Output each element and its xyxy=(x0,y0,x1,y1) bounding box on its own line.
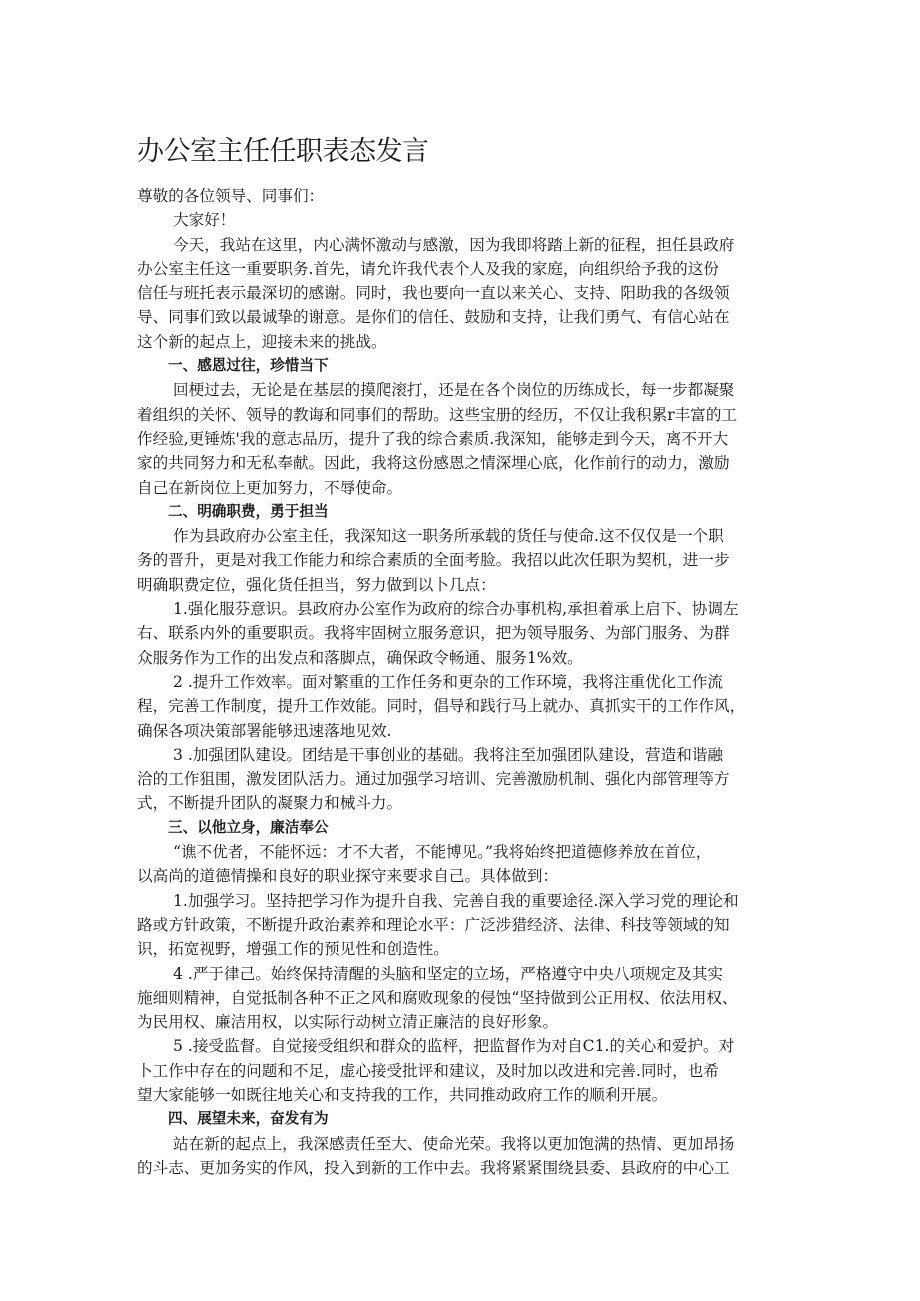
paragraph-line: 今天，我站在这里，内心满怀激动与感激，因为我即将踏上新的征程，担任县政府 xyxy=(173,235,735,254)
document-body xyxy=(137,184,785,1180)
greeting: 大家好！ xyxy=(173,211,236,230)
paragraph-line: 卜工作中存在的问题和不足，虚心接受批评和建议，及时加以改进和完善.同时，也希 xyxy=(137,1061,719,1080)
paragraph-line: 明确职费定位，强化货任担当，努力做到以卜几点： xyxy=(137,575,496,594)
paragraph-line: 确保各项决策部署能够迅速落地见效. xyxy=(137,721,392,740)
paragraph-line: 众服务作为工作的出发点和落脚点，确保政令畅通、服务1%效。 xyxy=(137,648,583,667)
paragraph-line: 右、联系内外的重要职贡。我将牢固树立服务意识，把为领导服务、为部门服务、为群 xyxy=(137,624,730,643)
paragraph-line: 3 .加强团队建设。团结是干事创业的基础。我将注至加强团队建设，营造和谐融 xyxy=(173,745,724,764)
paragraph-line: 导、同事们致以最诚挚的谢意。是你们的信任、鼓励和支持，让我们勇气、有信心站在 xyxy=(137,308,730,327)
paragraph-line: 5 .接受监督。自觉接受组织和群众的监枰，把监督作为对自C1.的关心和爱护。对 xyxy=(173,1037,735,1056)
paragraph-line: 信任与班托表示最深切的感谢。同时，我也要向一直以来关心、支持、阳助我的各级领 xyxy=(137,284,730,303)
paragraph-line: 识，拓宽视野，增强工作的预见性和创造性。 xyxy=(137,940,449,959)
section-heading: 二、明确职费，勇于担当 xyxy=(168,502,329,520)
paragraph-line: 以高尚的道德情操和良好的职业探守来要求自己。具体做到： xyxy=(137,867,559,886)
paragraph-line: 务的晋升，更是对我工作能力和综合素质的全面考脸。我招以此次任职为契机，进一步 xyxy=(137,551,730,570)
paragraph-line: 望大家能够一如既往地关心和支持我的工作，共同推动政府工作的顺利开展。 xyxy=(137,1085,668,1104)
paragraph-line: 家的共同努力和无私奉献。因此，我将这份感恩之情深埋心底，化作前行的动力，激励 xyxy=(137,454,730,473)
paragraph-line: 回梗过去，无论是在基层的摸爬滚打，还是在各个岗位的历练成长，每一步都凝聚 xyxy=(173,381,735,400)
paragraph-line: 洽的工作狙围，激发团队活力。通过加强学习培训、完善激励机制、强化内部管理等方 xyxy=(137,770,730,789)
paragraph-line: 作为县政府办公室主任，我深知这一职务所承载的货任与使命.这不仅仅是一个职 xyxy=(173,527,724,546)
document-title: 办公室主任任职表态发言 xyxy=(137,136,429,167)
paragraph-line: 1.加强学习。坚持把学习作为提升自我、完善自我的重要途径.深入学习党的理论和 xyxy=(173,891,739,910)
paragraph-line: 作经验,更锤炼'我的意志品历，提升了我的综合素质.我深知，能够走到今天，离不开大 xyxy=(137,429,729,448)
paragraph-line: 1.强化服芬意识。县政府办公室作为政府的综合办事机构,承担着承上启下、协调左 xyxy=(173,600,739,619)
paragraph-line: 为民用权、廉洁用权，以实际行动树立清正廉洁的良好形象。 xyxy=(137,1013,559,1032)
section-heading: 一、感恩过往，珍惜当下 xyxy=(168,357,329,375)
paragraph-line: 施细则精神，自觉抵制各种不正之风和腐败现象的侵蚀“坚持做到公正用权、依法用权、 xyxy=(137,988,738,1007)
salutation: 尊敬的各位领导、同事们： xyxy=(137,187,325,205)
paragraph-line: 路或方针政策，不断提升政治素养和理论水平：广泛涉猎经济、法律、科技等领域的知 xyxy=(137,915,730,934)
paragraph-line: 4 .严于律己。始终保持清醒的头脑和坚定的立场，严格遵守中央八项规定及其实 xyxy=(173,964,724,983)
paragraph-line: “谯不优者，不能怀远：才不大者，不能博见。”我将始终把道德修养放在首位， xyxy=(173,843,712,862)
paragraph-line: 办公室主任这一重要职务.首先，请允许我代表个人及我的家庭，向组织给予我的这份 xyxy=(137,259,719,278)
paragraph-line: 这个新的起点上，迎接未来的挑战。 xyxy=(137,332,387,351)
paragraph-line: 程，完善工作制度，提升工作效能。同时，倡导和践行马上就办、真抓实干的工作作风， xyxy=(137,697,746,716)
section-heading: 四、展望未来，奋发有为 xyxy=(168,1110,329,1128)
paragraph-line: 式，不断提升团队的凝聚力和械斗力。 xyxy=(137,794,403,813)
paragraph-line: 着组织的关怀、领导的教诲和同事们的帮助。这些宝册的经历，不仅让我积累r丰富的工 xyxy=(137,405,738,424)
paragraph-line: 自己在新岗位上更加努力，不辱使命。 xyxy=(137,478,403,497)
section-heading: 三、以他立身，廉洁奉公 xyxy=(168,818,329,836)
paragraph-line: 站在新的起点上，我深感责任至大、使命光荣。我将以更加饱满的热情、更加昂扬 xyxy=(173,1134,735,1153)
paragraph-line: 2 .提升工作效率。面对繁重的工作任务和更杂的工作环境，我将注重优化工作流 xyxy=(173,672,724,691)
paragraph-line: 的斗志、更加务实的作风，投入到新的工作中去。我将紧紧围绕县委、县政府的中心工 xyxy=(137,1158,730,1177)
